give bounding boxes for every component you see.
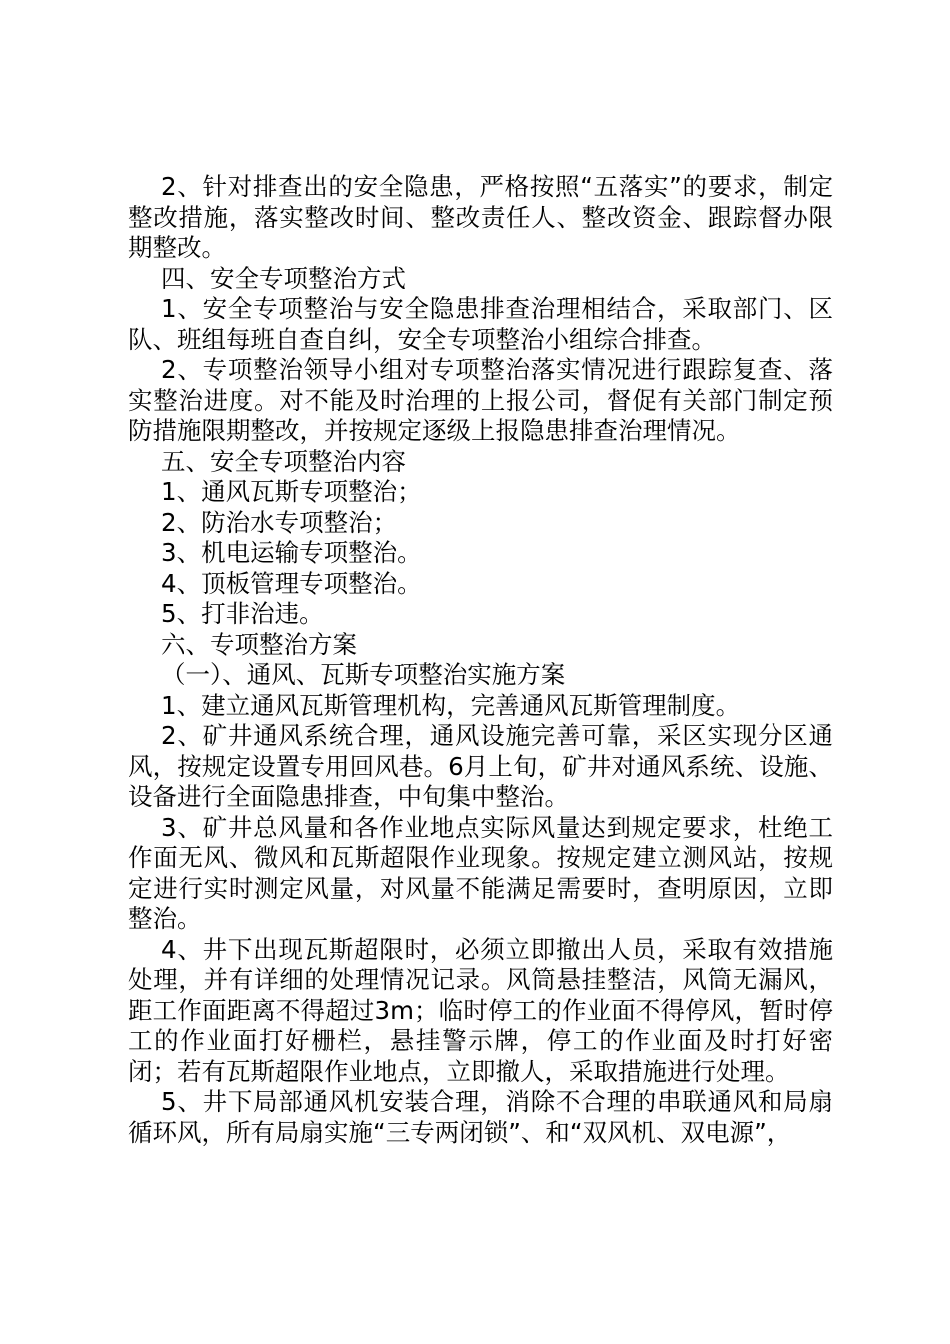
list-item-ventilation-gas: 1、通风瓦斯专项整治；: [161, 477, 422, 506]
list-item-water-control: 2、防治水专项整治；: [161, 507, 398, 537]
list-item-electromechanical: 3、机电运输专项整治。: [161, 538, 422, 567]
heading-section-4: 四、安全专项整治方式: [161, 263, 406, 293]
subheading-ventilation-plan: （一）、通风、瓦斯专项整治实施方案: [161, 660, 566, 689]
paragraph-rectification-measures: 2、针对排查出的安全隐患，严格按照“五落实”的要求，制定整改措施，落实整改时间、整改责任人、整改资金、跟踪督办限期整改。: [128, 172, 833, 262]
heading-section-6: 六、专项整治方案: [161, 629, 357, 659]
paragraph-combined-inspection: 1、安全专项整治与安全隐患排查治理相结合，采取部门、区队、班组每班自查自纠，安全专项整治小组综合排查。: [128, 294, 833, 354]
paragraph-follow-up-review: 2、专项整治领导小组对专项整治落实情况进行跟踪复查、落实整治进度。对不能及时治理的上报公司，督促有关部门制定预防措施限期整改，并按规定逐级上报隐患排查治理情况。: [128, 355, 833, 445]
list-item-roof-management: 4、顶板管理专项整治。: [161, 568, 422, 598]
paragraph-air-volume: 3、矿井总风量和各作业地点实际风量达到规定要求，杜绝工作面无风、微风和瓦斯超限作业现象。按规定建立测风站，按规定进行实时测定风量，对风量不能满足需要时，查明原因，立即整治。: [128, 812, 833, 933]
document-body: [128, 172, 833, 1148]
paragraph-local-fans: 5、井下局部通风机安装合理，消除不合理的串联通风和局扇循环风，所有局扇实施“三专两闭锁”、和“双风机、双电源”，: [128, 1087, 833, 1147]
paragraph-gas-overlimit: 4、井下出现瓦斯超限时，必须立即撤出人员，采取有效措施处理，并有详细的处理情况记录。风筒悬挂整洁，风筒无漏风，距工作面距离不得超过3m；临时停工的作业面不得停风，暂时停工的作业面打好栅栏，悬挂警示牌，停工的作业面及时打好密闭；若有瓦斯超限作业地点，立即撤人，采取措施进行处理。: [128, 934, 833, 1086]
paragraph-ventilation-system: 2、矿井通风系统合理，通风设施完善可靠，采区实现分区通风，按规定设置专用回风巷。6月上旬，矿井对通风系统、设施、设备进行全面隐患排查，中旬集中整治。: [128, 721, 833, 811]
heading-section-5: 五、安全专项整治内容: [161, 446, 406, 476]
paragraph-management-organization: 1、建立通风瓦斯管理机构，完善通风瓦斯管理制度。: [161, 690, 741, 720]
list-item-crackdown: 5、打非治违。: [161, 599, 324, 628]
